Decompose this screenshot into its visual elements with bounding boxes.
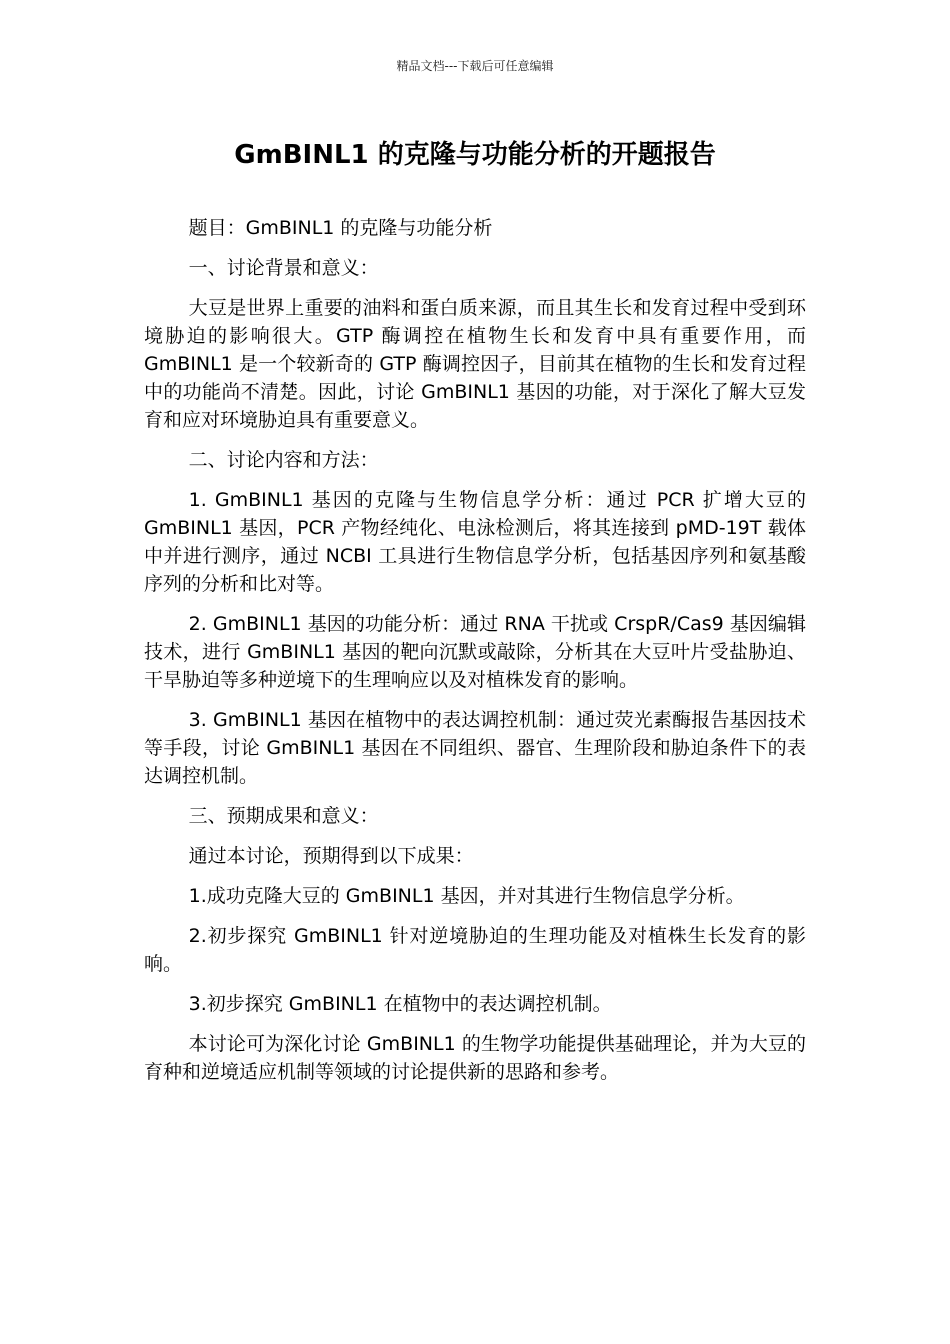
outcomes-intro: 通过本讨论，预期得到以下成果： (188, 845, 474, 867)
section-heading-outcomes: 三、预期成果和意义： (188, 805, 379, 827)
conclusion-paragraph: 本讨论可为深化讨论 GmBINL1 的生物学功能提供基础理论，并为大豆的育种和逆境适应机制等领域的讨论提供新的思路和参考。 (144, 1033, 806, 1083)
outcome-item-2: 2.初步探究 GmBINL1 针对逆境胁迫的生理功能及对植株生长发育的影响。 (144, 925, 806, 975)
method-item-2: 2. GmBINL1 基因的功能分析：通过 RNA 干扰或 CrspR/Cas9 基因编辑技术，进行 GmBINL1 基因的靶向沉默或敲除，分析其在大豆叶片受盐胁迫、干旱胁迫等多种逆境下的生理响应以及对植株发育的影响。 (144, 613, 806, 691)
paragraph-background: 大豆是世界上重要的油料和蛋白质来源，而且其生长和发育过程中受到环境胁迫的影响很大。GTP 酶调控在植物生长和发育中具有重要作用，而 GmBINL1 是一个较新奇的 GTP 酶调控因子，目前其在植物的生长和发育过程中的功能尚不清楚。因此，讨论 GmBINL1 基因的功能，对于深化了解大豆发育和应对环境胁迫具有重要意义。 (144, 297, 806, 431)
section-heading-methods: 二、讨论内容和方法： (188, 449, 379, 471)
section-heading-background: 一、讨论背景和意义： (188, 257, 379, 279)
outcome-item-1: 1.成功克隆大豆的 GmBINL1 基因，并对其进行生物信息学分析。 (188, 885, 745, 907)
method-item-1: 1. GmBINL1 基因的克隆与生物信息学分析：通过 PCR 扩增大豆的 GmBINL1 基因，PCR 产物经纯化、电泳检测后，将其连接到 pMD-19T 载体中并进行测序，通过 NCBI 工具进行生物信息学分析，包括基因序列和氨基酸序列的分析和比对等。 (144, 489, 806, 595)
page-header: 精品文档---下载后可任意编辑 (396, 59, 554, 73)
outcome-item-3: 3.初步探究 GmBINL1 在植物中的表达调控机制。 (188, 993, 612, 1015)
document-title: GmBINL1 的克隆与功能分析的开题报告 (234, 140, 716, 170)
method-item-3: 3. GmBINL1 基因在植物中的表达调控机制：通过荧光素酶报告基因技术等手段，讨论 GmBINL1 基因在不同组织、器官、生理阶段和胁迫条件下的表达调控机制。 (144, 709, 806, 787)
subject-line: 题目：GmBINL1 的克隆与功能分析 (188, 217, 493, 239)
document-body (144, 214, 806, 1098)
